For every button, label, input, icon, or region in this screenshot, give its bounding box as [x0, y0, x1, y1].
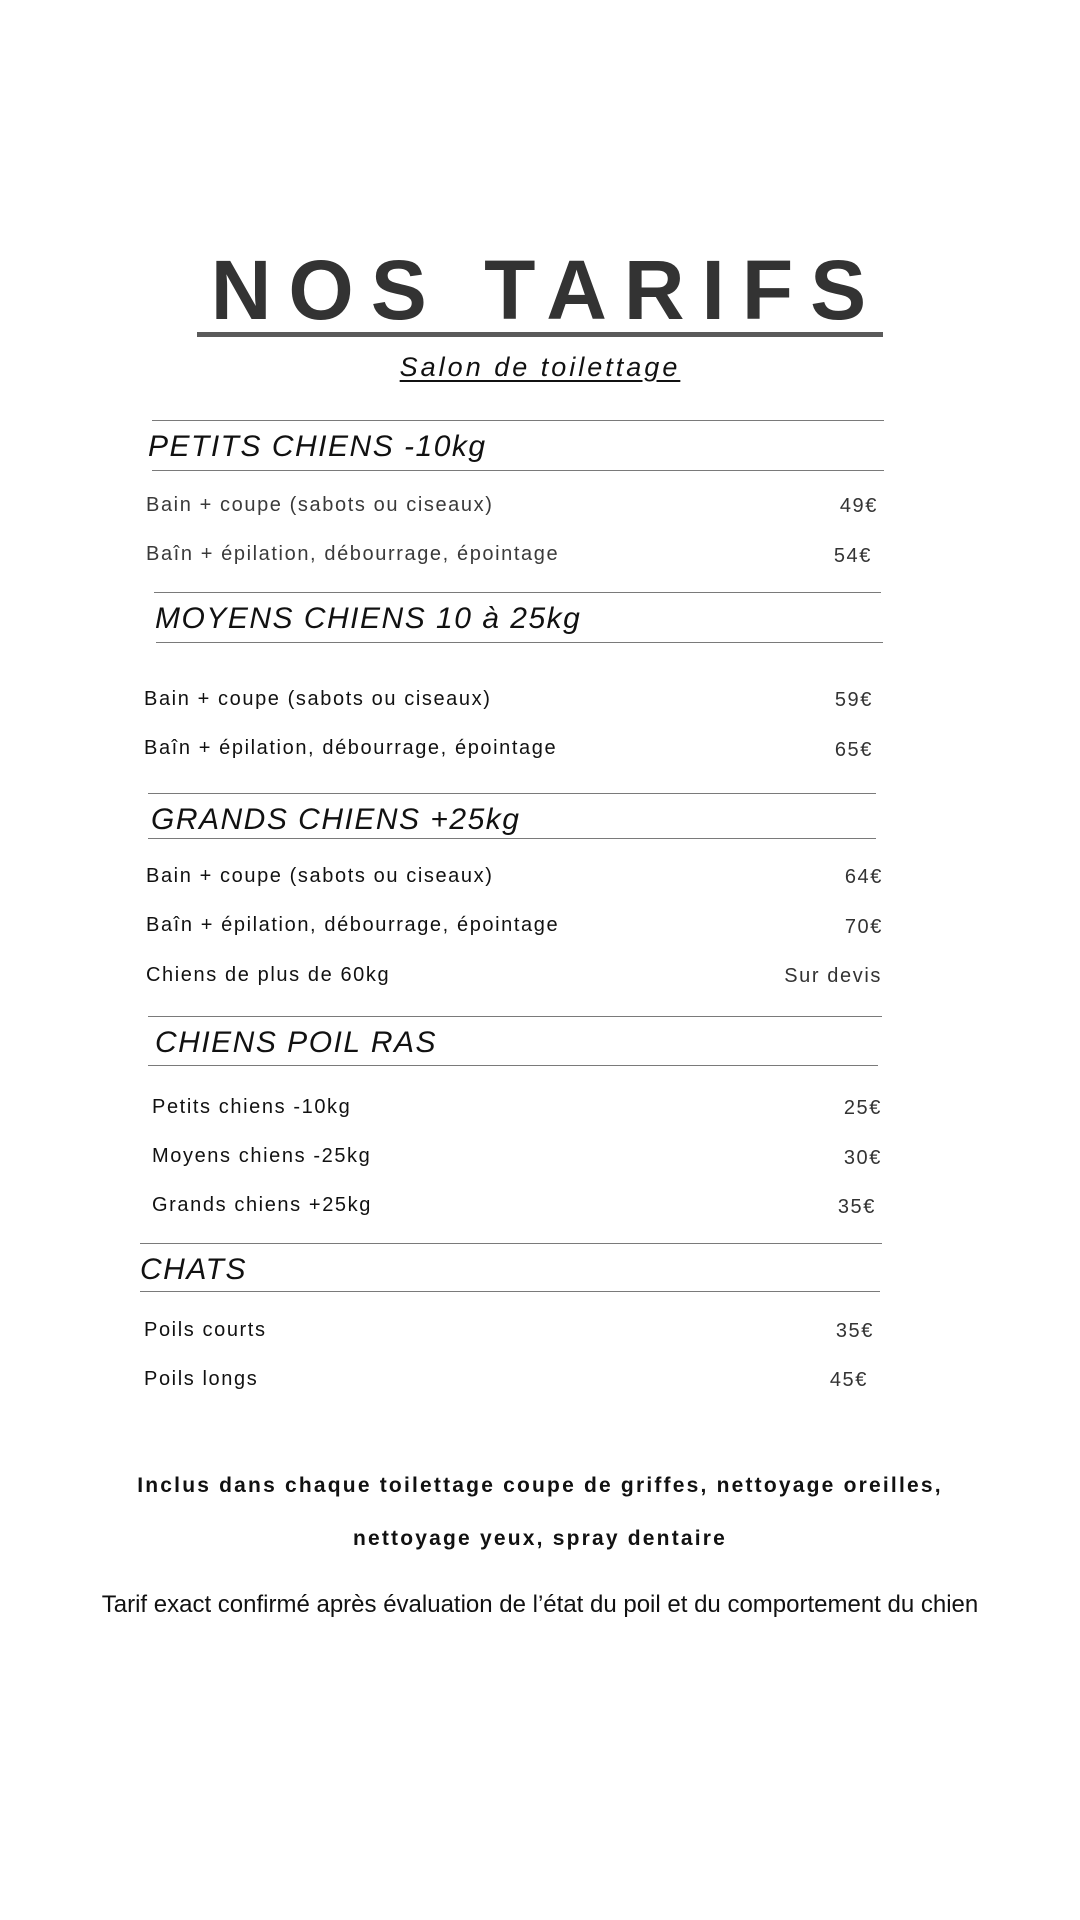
item-price: 54€ [833, 545, 872, 567]
item-label: Grands chiens +25kg [152, 1194, 372, 1216]
item-label: Bain + coupe (sabots ou ciseaux) [146, 865, 494, 887]
divider [148, 1016, 882, 1017]
divider [156, 642, 883, 643]
divider [140, 1291, 880, 1292]
divider [148, 793, 876, 794]
divider [148, 1065, 878, 1066]
item-label: Poils longs [144, 1368, 259, 1390]
page-title-wrap [0, 243, 1080, 337]
divider [152, 470, 884, 471]
item-price: 35€ [835, 1320, 874, 1342]
item-price: Sur devis [784, 965, 882, 987]
section-title-grands-chiens: GRANDS CHIENS +25kg [151, 803, 521, 836]
item-label: Baîn + épilation, débourrage, épointage [144, 737, 558, 759]
page-subtitle-wrap [0, 352, 1080, 383]
item-price: 64€ [844, 866, 883, 888]
item-label: Chiens de plus de 60kg [146, 964, 391, 986]
price-disclaimer: Tarif exact confirmé après évaluation de l’état du poil et du comportement du chien [101, 1591, 979, 1618]
item-price: 59€ [834, 689, 873, 711]
item-label: Baîn + épilation, débourrage, épointage [146, 543, 560, 565]
item-price: 35€ [837, 1196, 876, 1218]
section-title-chiens-poil-ras: CHIENS POIL RAS [155, 1026, 438, 1059]
section-title-petits-chiens: PETITS CHIENS -10kg [148, 430, 487, 463]
item-price: 25€ [843, 1097, 882, 1119]
section-title-moyens-chiens: MOYENS CHIENS 10 à 25kg [155, 602, 582, 635]
item-price: 49€ [839, 495, 878, 517]
included-services-line-2: nettoyage yeux, spray dentaire [352, 1527, 728, 1550]
item-label: Bain + coupe (sabots ou ciseaux) [146, 494, 494, 516]
page-subtitle: Salon de toilettage [399, 352, 681, 382]
item-label: Baîn + épilation, débourrage, épointage [146, 914, 560, 936]
item-label: Petits chiens -10kg [152, 1096, 352, 1118]
divider [154, 592, 881, 593]
divider [140, 1243, 882, 1244]
item-price: 65€ [834, 739, 873, 761]
page-title: NOS TARIFS [197, 248, 883, 337]
item-price: 30€ [843, 1147, 882, 1169]
item-label: Bain + coupe (sabots ou ciseaux) [144, 688, 492, 710]
item-label: Moyens chiens -25kg [152, 1145, 372, 1167]
included-services-line-1: Inclus dans chaque toilettage coupe de griffes, nettoyage oreilles, [137, 1474, 943, 1497]
item-price: 45€ [829, 1369, 868, 1391]
item-price: 70€ [844, 916, 883, 938]
divider [148, 838, 876, 839]
item-label: Poils courts [144, 1319, 267, 1341]
section-title-chats: CHATS [140, 1253, 247, 1286]
divider [152, 420, 884, 421]
